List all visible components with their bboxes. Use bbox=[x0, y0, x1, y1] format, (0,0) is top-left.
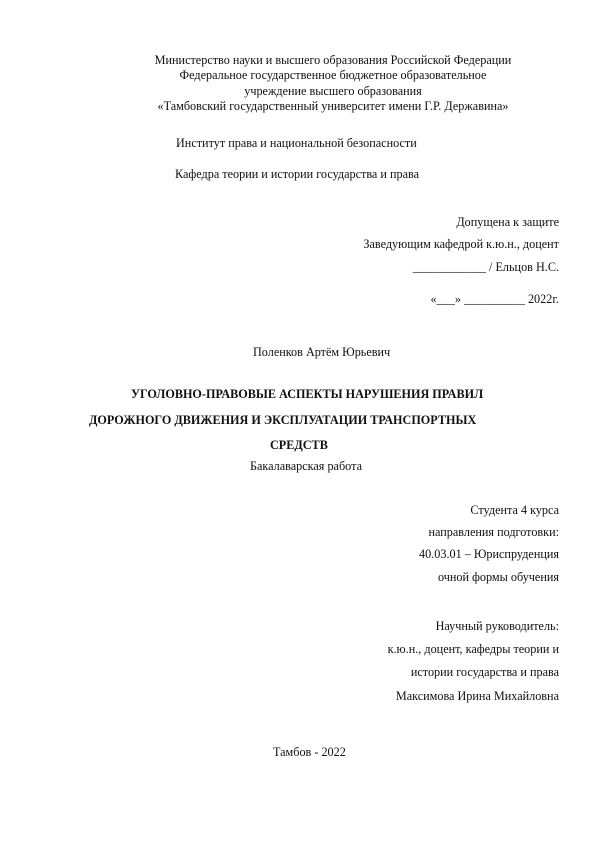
department-line: Кафедра теории и истории государства и права bbox=[175, 167, 419, 181]
student-course: Студента 4 курса bbox=[470, 503, 559, 517]
approval-signature: ____________ / Ельцов Н.С. bbox=[412, 260, 559, 274]
student-form: очной формы обучения bbox=[437, 570, 559, 584]
city-year: Тамбов - 2022 bbox=[273, 745, 346, 759]
title-line-1: УГОЛОВНО-ПРАВОВЫЕ АСПЕКТЫ НАРУШЕНИЯ ПРАВИЛ bbox=[131, 387, 484, 401]
supervisor-line-1: к.ю.н., доцент, кафедры теории и bbox=[387, 642, 559, 656]
approval-admitted: Допущена к защите bbox=[456, 215, 559, 229]
institute-line: Институт права и национальной безопасности bbox=[176, 136, 417, 150]
title-line-3: СРЕДСТВ bbox=[270, 438, 328, 452]
approval-head: Заведующим кафедрой к.ю.н., доцент bbox=[363, 237, 559, 251]
institution-type-line-1: Федеральное государственное бюджетное образовательное bbox=[179, 68, 487, 82]
university-line: «Тамбовский государственный университет имени Г.Р. Державина» bbox=[157, 99, 509, 113]
student-direction: 40.03.01 – Юриспруденция bbox=[419, 547, 559, 561]
work-type: Бакалаварская работа bbox=[250, 459, 362, 473]
title-line-2: ДОРОЖНОГО ДВИЖЕНИЯ И ЭКСПЛУАТАЦИИ ТРАНСПОРТНЫХ bbox=[89, 413, 477, 427]
author-name: Поленков Артём Юрьевич bbox=[253, 345, 391, 359]
approval-date: «___» __________ 2022г. bbox=[430, 292, 559, 306]
supervisor-label: Научный руководитель: bbox=[435, 619, 559, 633]
institution-type-line-2: учреждение высшего образования bbox=[244, 84, 422, 98]
supervisor-line-2: истории государства и права bbox=[410, 665, 559, 679]
ministry-line: Министерство науки и высшего образования Российской Федерации bbox=[154, 53, 512, 67]
student-direction-label: направления подготовки: bbox=[428, 525, 559, 539]
supervisor-name: Максимова Ирина Михайловна bbox=[395, 689, 559, 703]
